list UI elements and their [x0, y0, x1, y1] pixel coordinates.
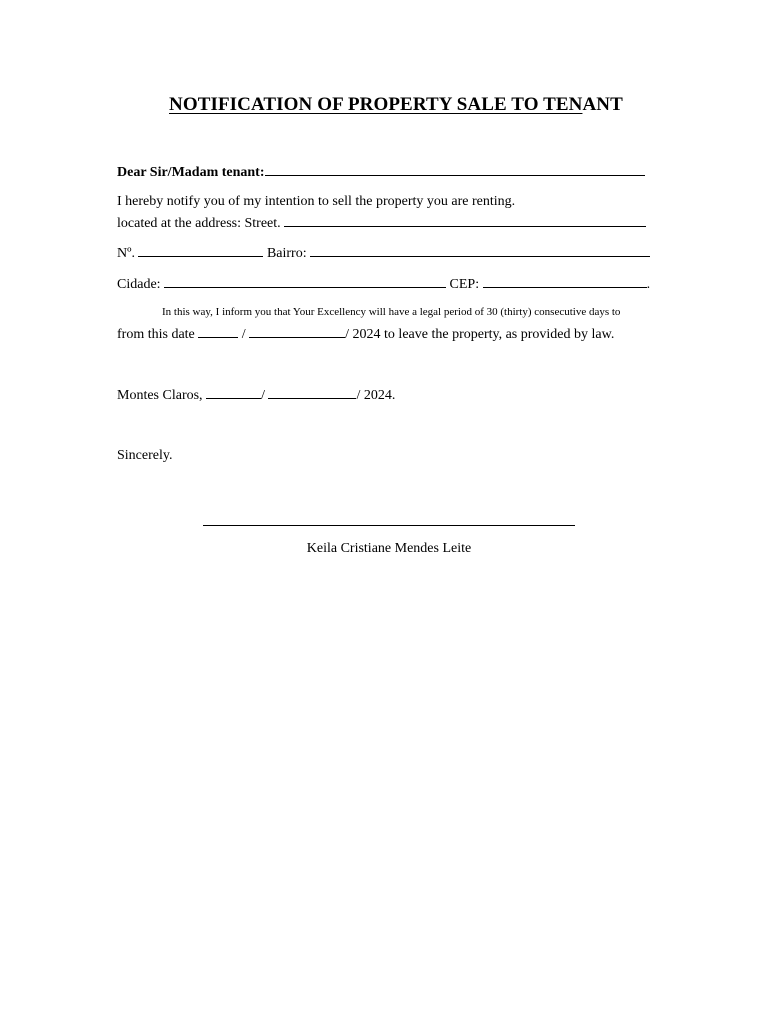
month-blank[interactable] [249, 325, 345, 338]
bairro-label: Bairro: [266, 246, 307, 261]
number-blank[interactable] [138, 244, 263, 257]
date-slash-2-text: / 2024 to leave the property, as provided by law. [345, 327, 615, 342]
place-label: Montes Claros, [117, 388, 203, 403]
address-label: located at the address: Street. [117, 216, 281, 231]
document-title-rest: ANT [582, 94, 623, 115]
cidade-cep-line: Cidade: CEP: . [117, 277, 651, 292]
signatory-name: Keila Cristiane Mendes Leite [306, 541, 472, 556]
salutation-text: Dear Sir/Madam tenant: [117, 165, 265, 180]
cep-blank[interactable] [483, 275, 647, 288]
date-slash-1: / [241, 327, 246, 342]
from-date-label: from this date [117, 327, 195, 342]
cep-label: CEP: [449, 277, 480, 292]
period-line: In this way, I inform you that Your Excellency will have a legal period of 30 (thirty) consecutive days to [162, 306, 621, 318]
tenant-name-blank[interactable] [265, 163, 645, 176]
closing-line: Sincerely. [117, 448, 173, 463]
day-blank[interactable] [198, 325, 238, 338]
cidade-blank[interactable] [164, 275, 446, 288]
intent-line: I hereby notify you of my intention to sell the property you are renting. [117, 194, 516, 209]
document-title-underlined: NOTIFICATION OF PROPERTY SALE TO TEN [169, 94, 583, 115]
place-date-line [117, 386, 395, 404]
place-day-blank[interactable] [206, 386, 261, 399]
bairro-blank[interactable] [310, 244, 650, 257]
address-line [117, 214, 646, 232]
signature-line[interactable] [203, 525, 575, 526]
number-label: Nº. [117, 246, 135, 261]
from-date-line [117, 325, 614, 343]
place-year: / 2024. [356, 388, 396, 403]
salutation-line [117, 163, 645, 181]
place-slash: / [261, 388, 265, 403]
document-title [169, 94, 623, 116]
street-blank[interactable] [284, 214, 646, 227]
place-month-blank[interactable] [268, 386, 356, 399]
number-bairro-line [117, 244, 650, 262]
cidade-label: Cidade: [117, 277, 161, 292]
